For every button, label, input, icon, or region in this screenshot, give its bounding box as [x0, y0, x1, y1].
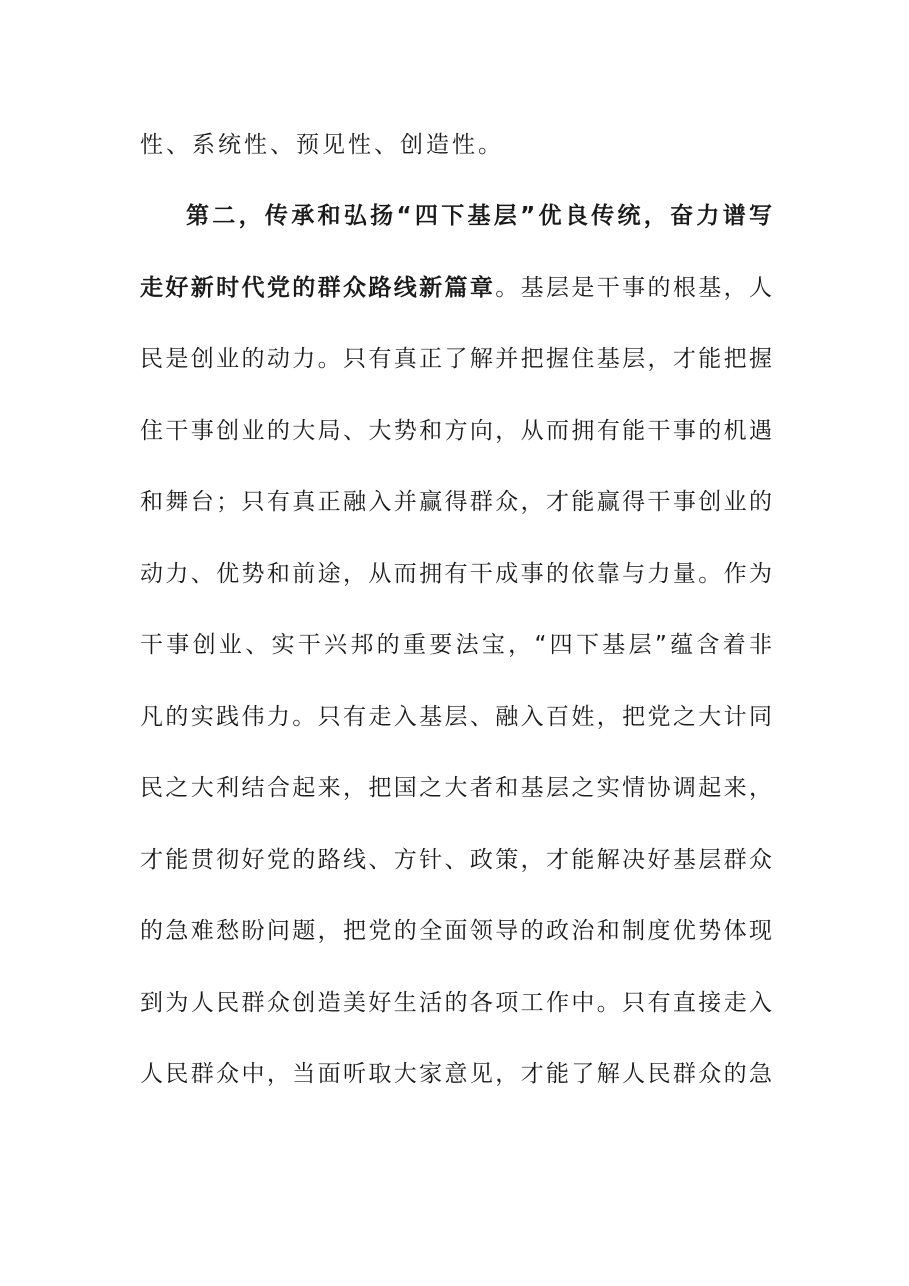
- line-text: 。基层是干事的根基，人: [495, 275, 772, 301]
- line-text: 住干事创业的大局、大势和方向，从而拥有能干事的机遇: [140, 418, 772, 444]
- line-text: 人民群众中，当面听取大家意见，才能了解人民群众的急: [140, 1061, 772, 1087]
- line-text: 凡的实践伟力。只有走入基层、融入百姓，把党之大计同: [140, 704, 772, 730]
- line-text: 民之大利结合起来，把国之大者和基层之实情协调起来，: [140, 775, 772, 801]
- section-heading-line: [186, 196, 772, 236]
- text-line: [140, 697, 772, 737]
- text-line: [140, 625, 772, 665]
- line-text: 和舞台；只有真正融入并赢得群众，才能赢得干事创业的: [140, 489, 772, 515]
- text-line: [140, 268, 772, 308]
- heading-text: 第二，传承和弘扬“四下基层”优良传统，奋力谱写: [186, 203, 772, 229]
- line-text: 才能贯彻好党的路线、方针、政策，才能解决好基层群众: [140, 847, 772, 873]
- line-text: 动力、优势和前途，从而拥有干成事的依靠与力量。作为: [140, 561, 772, 587]
- text-line: [140, 768, 772, 808]
- line-text: 性、系统性、预见性、创造性。: [140, 132, 504, 158]
- text-line: [140, 125, 772, 165]
- text-line: [140, 339, 772, 379]
- text-line: [140, 554, 772, 594]
- text-line: [140, 911, 772, 951]
- text-line: [140, 482, 772, 522]
- text-line: [140, 840, 772, 880]
- line-text: 民是创业的动力。只有真正了解并把握住基层，才能把握: [140, 346, 772, 372]
- heading-text: 走好新时代党的群众路线新篇章: [140, 275, 496, 301]
- text-line: [140, 411, 772, 451]
- line-text: 到为人民群众创造美好生活的各项工作中。只有直接走入: [140, 990, 772, 1016]
- line-text: 干事创业、实干兴邦的重要法宝，“四下基层”蕴含着非: [140, 632, 772, 658]
- text-line: [140, 1054, 772, 1094]
- line-text: 的急难愁盼问题，把党的全面领导的政治和制度优势体现: [140, 918, 772, 944]
- text-line: [140, 983, 772, 1023]
